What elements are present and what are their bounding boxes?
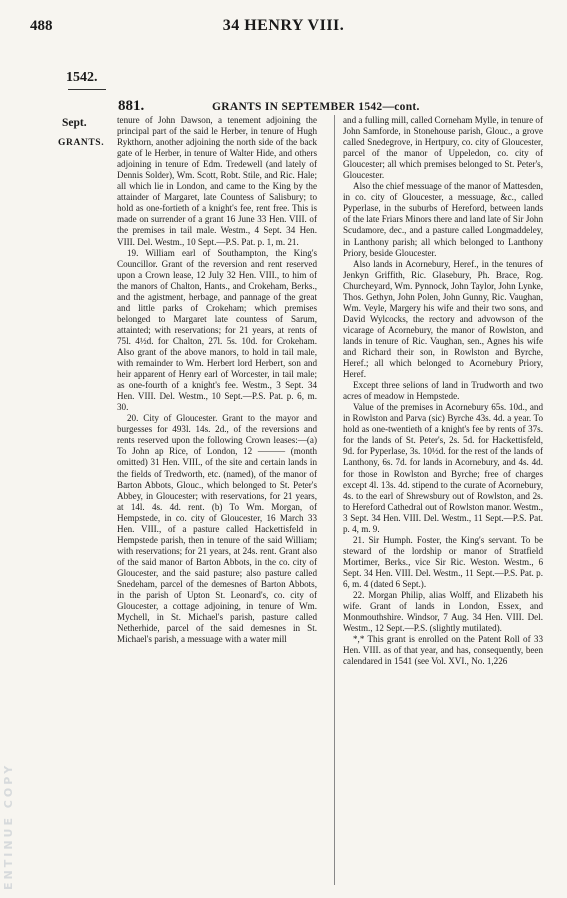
margin-year: 1542. bbox=[66, 70, 98, 85]
margin-month: Sept. bbox=[62, 117, 87, 129]
margin-rule bbox=[68, 89, 106, 90]
paragraph: Also lands in Acornebury, Heref., in the tenures of Jenkyn Griffith, Ric. Glasebury, Ph. Brace, Rog. Churcheyard, Wm. Pynnock, John Taylor, John Lynke, Thos. Gethyn, John Polen, John Gunny, Ric. Vaughan, Wm. Veyle, Margery his wife and their two sons, and David Wylcocks, the rectory and advowson of the vicarage of Acornebury, the manor of Rowlston, and lands in tenure of Ric. Vaughan, sen., Agnes his wife and Richard their son, in Rowlston and Byrche, Heref.; all which belonged to Acornebury Priory, Heref. bbox=[343, 258, 543, 380]
paragraph: *,* This grant is enrolled on the Patent Roll of 33 Hen. VIII. as of that year, and has, consequently, been calendared in 1541 (see Vol. XVI., No. 1,226 bbox=[343, 634, 543, 667]
paragraph: 20. City of Gloucester. Grant to the mayor and burgesses for 493l. 14s. 2d., of the reversions and rents reserved upon the following Crown leases:—(a) To John ap Rice, of London, 12 ——— (month omitted) 31 Hen. VIII., of the site and certain lands in the fields of Tredworth, etc. (named), of the manor of Barton Abbots, Glouc., which belonged to St. Peter's Abbey, in Gloucester; with reservations, for 21 years, at 14l. 4s. 4d. rent. (b) To Wm. Morgan, of Hempstede, in co. city of Gloucester, 16 March 33 Hen. VIII., of a pasture called Hackettisfeld in Hempstede parish, then in tenure of the said William; with reservations; for 21 years, at 24s. rent. Grant also of the said manor of Barton Abbots, in the co. city of Gloucester, and the said pasture; also pasture called Snedeham, parcel of the demesnes of Barton Abbots, in the parish of Upton St. Leonard's, co. city of Gloucester, a cottage adjoining, in tenure of Wm. Mychell, in St. Michael's parish, pasture called Netherhide, parcel of the said demesnes in St. Michael's parish, a messuage with a water mill bbox=[117, 413, 317, 645]
paragraph: 22. Morgan Philip, alias Wolff, and Elizabeth his wife. Grant of lands in London, Essex, and Monmouthshire. Windsor, 7 Aug. 34 Hen. VIII. Del. Westm., 12 Sept.—P.S. (slightly mutilated). bbox=[343, 590, 543, 634]
entry-number: 881. bbox=[118, 98, 145, 114]
paragraph: 21. Sir Humph. Foster, the King's servant. To be steward of the lordship or manor of Stratfield Mortimer, Berks., vice Sir Ric. Weston. Westm., 6 Sept. 34 Hen. VIII. Del. Westm., 11 Sept.—P.S. Pat. p. 6, m. 4 (dated 6 Sept.). bbox=[343, 534, 543, 589]
text-column-left bbox=[117, 115, 317, 645]
watermark: ENTINUE COPY bbox=[2, 762, 15, 890]
paragraph: tenure of John Dawson, a tenement adjoining the principal part of the said le Herber, in tenure of Hugh Rykthorn, another adjoining the north side of the back gate of le Herber, in tenure of Walter Hide, and others adjoining in tenure of Edm. Tredewell (and lately of Dennis Solder), Wm. Scott, Robt. Stile, and Ric. Hale; all which lie in London, and came to the King by the attainder of Margaret, late Countess of Salisbury; to hold as one-fortieth of a knight's fee, rent free. This is made on surrender of a grant 16 June 33 Hen. VIII. of the premises in tail male. Westm., 4 Sept. 34 Hen. VIII. Del. Westm., 10 Sept.—P.S. Pat. p. 1, m. 21. bbox=[117, 115, 317, 247]
section-title: GRANTS IN SEPTEMBER 1542—cont. bbox=[212, 101, 420, 113]
paragraph: Except three selions of land in Trudworth and two acres of meadow in Hempstede. bbox=[343, 380, 543, 402]
margin-subject: GRANTS. bbox=[58, 138, 105, 148]
text-column-right bbox=[343, 115, 543, 667]
paragraph: and a fulling mill, called Corneham Mylle, in tenure of John Samforde, in Stonehouse parish, Glouc., a grove called Snedegrove, in Hertpury, co. city of Gloucester, parcel of the manor of Uppeledon, co. city of Gloucester; all which premises belonged to St. Peter's, Gloucester. bbox=[343, 115, 543, 181]
column-divider bbox=[334, 115, 335, 885]
paragraph: Value of the premises in Acornebury 65s. 10d., and in Rowlston and Parva (sic) Byrche 43s. 4d. a year. To hold as one-twentieth of a knight's fee by rents of 37s. for the lands of St. Peter's, 2s. 5d. for Hackettisfeld, 9d. for Pyperlase, 3s. 10½d. for the rest of the lands of Lanthony, 6s. 7d. for lands in Acornebury, and 4s. 4d. for those in Rowlston and Byrche; free of charges except 4l. 13s. 4d. stipend to the curate of Acornebury, 4s. to the earl of Shrewsbury out of Rowlston, and 2s. to Hereford Cathedral out of Rowlston manor. Westm., 3 Sept. 34 Hen. VIII. Del. Westm., 11 Sept.—P.S. Pat. p. 4, m. 9. bbox=[343, 402, 543, 534]
running-head: 34 HENRY VIII. bbox=[222, 17, 345, 34]
paragraph: Also the chief messuage of the manor of Mattesden, in co. city of Gloucester, a messuage, &c., called Pyperlase, in the suburbs of Hereford, between lands of the late Friars Minors there and land late of Sir John Scudamore, dec., and a pasture called Longmaddeley, in Lanthony parish; all which belonged to Lanthony Priory, beside Gloucester. bbox=[343, 181, 543, 258]
paragraph: 19. William earl of Southampton, the King's Councillor. Grant of the reversion and rent reserved upon a Crown lease, 12 July 32 Hen. VIII., to him of the manors of Chalton, Hants., and Crokeham, Berks., and the agistment, herbage, and pannage of the great and little parks of Crokeham; which premises belonged to Margaret late countess of Sarum, attainted; with reservations; for 21 years, at rents of 75l. 4½d. for Chalton, 27l. 5s. 10d. for Crokeham. Also grant of the above manors, to hold in tail male, with remainder to Wm. Herbert lord Herbert, son and heir apparent of Henry earl of Worcester, in tail male; as one-fourth of a knight's fee. Westm., 3 Sept. 34 Hen. VIII. Del. Westm., 10 Sept.—P.S. Pat. p. 6, m. 30. bbox=[117, 247, 317, 413]
page-number: 488 bbox=[30, 18, 53, 34]
